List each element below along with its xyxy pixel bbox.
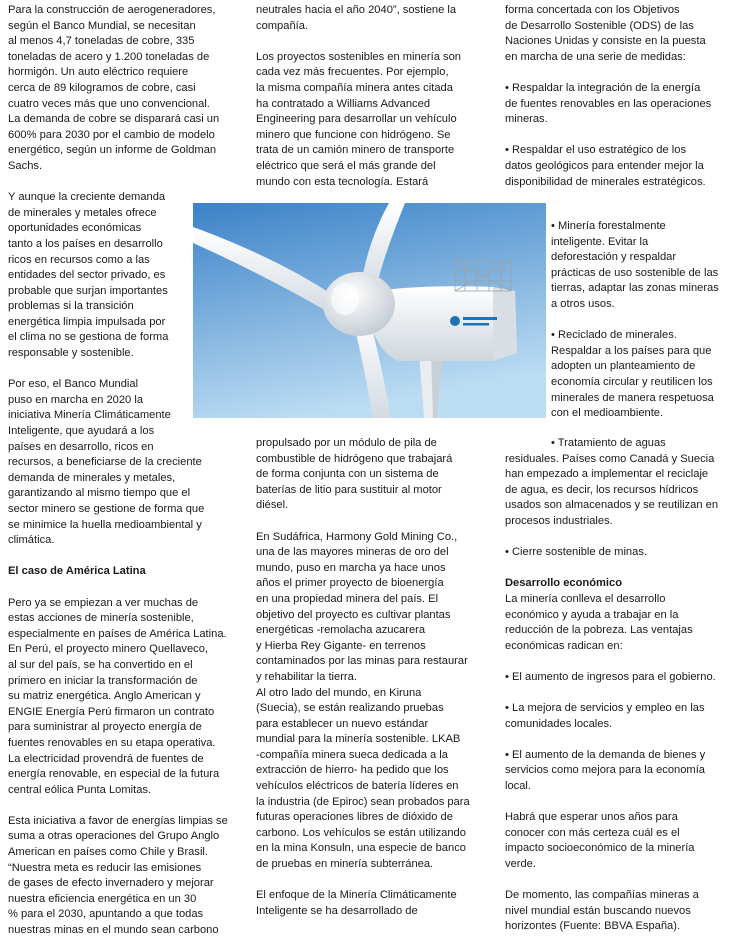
paragraph: Pero ya se empiezan a ver muchas de estas acciones de minería sostenible, especialmente en países de América Latina. En Perú, el proyecto minero Quellaveco, al sur del país, se ha convertido en el primero en iniciar la transformación de su matriz energética. Anglo American y ENGIE Energía Perú firmaron un contrato para suministrar al proyecto energía de fuentes renovables en su etapa operativa. La electricidad provendrá de fuentes de energía renovable, en especial de la futura central eólica Punta Lomitas. [8,596,227,796]
article-column-2-top [256,3,474,190]
article-column-1 [8,3,236,939]
section-heading-desarrollo-economico: Desarrollo económico [505,577,623,590]
bullet-item: • La mejora de servicios y empleo en las comunidades locales. [505,702,705,730]
paragraph: neutrales hacia el año 2040”, sostiene la compañía. [256,4,457,32]
bullet-item: • Respaldar la integración de la energía de fuentes renovables en las operaciones mineras. [505,81,712,126]
bullet-item: • Reciclado de minerales. Respaldar a los países para que adopten un planteamiento de economía circular y reutilicen los minerales de manera respetuosa con el medioambiente. [551,329,714,420]
article-column-2-bottom [256,436,478,919]
bullet-item: • Cierre sostenible de minas. [505,546,647,559]
paragraph: Y aunque la creciente demanda de minerales y metales ofrece oportunidades económicas tanto a los países en desarrollo ricos en recursos como a las entidades del sector privado, es probable que surjan importantes problemas si la transición energética limpia impulsada por el clima no se gestiona de forma responsable y sostenible. [8,191,169,360]
paragraph: propulsado por un módulo de pila de combustible de hidrógeno que trabajará de forma conjunta con un sistema de baterías de litio para sustituir al motor diésel. [256,437,453,512]
paragraph: forma concertada con los Objetivos de Desarrollo Sostenible (ODS) de las Naciones Unidas y consiste en la puesta en marcha de una serie de medidas: [505,4,706,63]
paragraph: Esta iniciativa a favor de energías limpias se suma a otras operaciones del Grupo Anglo American en países como Chile y Brasil. “Nuestra meta es reducir las emisiones de gases de efecto invernadero y mejorar nuestra eficiencia energética en un 30 % para el 2030, apuntando a que todas nuestras minas en el mundo sean carbono [8,814,228,937]
bullet-item: • Minería forestalmente inteligente. Evitar la deforestación y respaldar prácticas de uso sostenible de las tierras, adaptar las zonas mineras a otros usos. [551,220,719,310]
paragraph: En Sudáfrica, Harmony Gold Mining Co., una de las mayores mineras de oro del mundo, puso en marcha ya hace unos años el primer proyecto de bioenergía en una propiedad minera del país. El objetivo del proyecto es cultivar plantas energéticas -remolacha azucarera y Hierba Rey Gigante- en terrenos contaminados por las minas para restaurar y rehabilitar la tierra. [256,530,468,683]
article-column-3-bottom [505,436,731,935]
paragraph: De momento, las compañías mineras a nivel mundial están buscando nuevos horizontes (Fuente: BBVA España). [505,889,699,933]
bullet-item: • El aumento de ingresos para el gobierno. [505,670,716,683]
brand-logo-icon [450,316,460,326]
paragraph: Habrá que esperar unos años para conocer con más certeza cuál es el impacto socioeconómico de la minería verde. [505,811,695,871]
article-column-3-middle [551,219,731,422]
paragraph: Por eso, el Banco Mundial puso en marcha en 2020 la iniciativa Minería Climáticamente Inteligente, que ayudará a los países en desarrollo, ricos en recursos, a beneficiarse de la creciente demanda de minerales y metales, garantizando al mismo tiempo que el sector minero se gestione de forma que se minimice la huella medioambiental y climática. [8,378,205,547]
bullet-item: • Tratamiento de aguas residuales. Países como Canadá y Suecia han empezado a implementar el reciclaje de agua, es decir, los recursos hídricos usados son almacenados y se reutilizan en procesos industriales. [505,437,719,527]
bullet-item: • El aumento de la demanda de bienes y servicios como mejora para la economía local. [505,748,706,793]
bullet-item: • Respaldar el uso estratégico de los datos geológicos para entender mejor la disponibilidad de minerales estratégicos. [505,144,706,188]
wind-turbine-photo [193,203,546,418]
paragraph: Los proyectos sostenibles en minería son cada vez más frecuentes. Por ejemplo, la misma compañía minera antes citada ha contratado a Williams Advanced Engineering para desarrollar un vehículo minero que funcione con hidrógeno. Se trata de un camión minero de transporte eléctrico que será el más grande del mundo con esta tecnología. Estará [256,50,461,188]
section-heading-america-latina: El caso de América Latina [8,565,146,578]
article-column-3-top [505,3,731,190]
paragraph: Para la construcción de aerogeneradores, según el Banco Mundial, se necesitan al menos 4,7 toneladas de cobre, 335 toneladas de acero y 1.200 toneladas de hormigón. Un auto eléctrico requiere cerca de 89 kilogramos de cobre, casi cuatro veces más que uno convencional. La demanda de cobre se disparará casi un 600% para 2030 por el cambio de modelo energético, según un informe de Goldman Sachs. [8,4,220,172]
paragraph: El enfoque de la Minería Climáticamente Inteligente se ha desarrollado de [256,889,457,917]
paragraph: La minería conlleva el desarrollo económico y ayuda a trabajar en la reducción de la pobreza. Las ventajas económicas radican en: [505,592,693,652]
brand-logo-mark [463,317,497,320]
paragraph: Al otro lado del mundo, en Kiruna (Suecia), se están realizando pruebas para establecer un nuevo estándar mundial para la minería sostenible. LKAB -compañía minera sueca dedicada a la extracción de hierro- ha pedido que los vehículos eléctricos de batería líderes en la industria (de Epiroc) sean probados para futuras operaciones libres de dióxido de carbono. Los vehículos se están utilizando en la mina Konsuln, una especie de banco de pruebas en minería subterránea. [256,686,470,871]
